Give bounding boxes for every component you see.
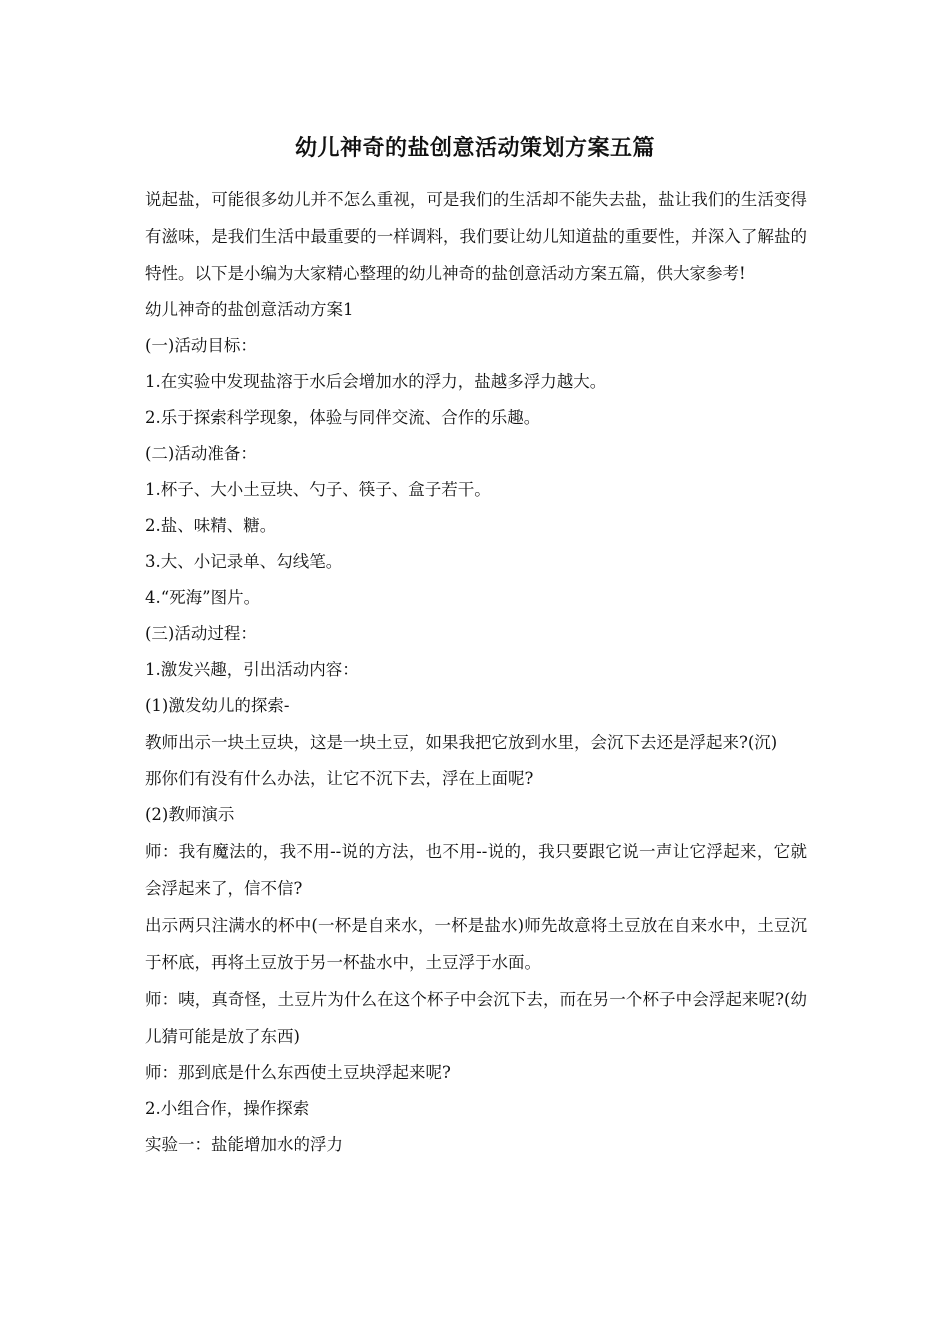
document-title: 幼儿神奇的盐创意活动策划方案五篇 [294, 135, 655, 161]
preparation-item-3: 3.大、小记录单、勾线笔。 [145, 552, 343, 571]
document-body [145, 181, 807, 1163]
process-substep-2: (2)教师演示 [145, 805, 235, 824]
subheading-objectives: (一)活动目标： [145, 336, 257, 355]
subheading-process: (三)活动过程： [145, 624, 257, 643]
experiment-1-heading: 实验一：盐能增加水的浮力 [145, 1135, 343, 1154]
process-paragraph-magic: 师：我有魔法的，我不用--说的方法，也不用--说的，我只要跟它说一声让它浮起来，它就会浮起来了，信不信? [145, 842, 807, 898]
process-paragraph-teacher-shows: 教师出示一块土豆块，这是一块土豆，如果我把它放到水里，会沉下去还是浮起来?(沉) [145, 733, 778, 752]
process-paragraph-question: 那你们有没有什么办法，让它不沉下去，浮在上面呢? [145, 769, 534, 788]
process-substep-1: (1)激发幼儿的探索- [145, 696, 290, 715]
process-step-1: 1.激发兴趣，引出活动内容： [145, 660, 359, 679]
process-paragraph-demo: 出示两只注满水的杯中(一杯是自来水，一杯是盐水)师先故意将土豆放在自来水中，土豆沉于杯底，再将土豆放于另一杯盐水中，土豆浮于水面。 [145, 916, 807, 972]
objective-item-2: 2.乐于探索科学现象，体验与同伴交流、合作的乐趣。 [145, 408, 541, 427]
section-heading-plan-1: 幼儿神奇的盐创意活动方案1 [145, 300, 354, 319]
process-paragraph-ask: 师：那到底是什么东西使土豆块浮起来呢? [145, 1063, 451, 1082]
process-step-2: 2.小组合作，操作探索 [145, 1099, 310, 1118]
preparation-item-1: 1.杯子、大小土豆块、勺子、筷子、盒子若干。 [145, 480, 491, 499]
preparation-item-2: 2.盐、味精、糖。 [145, 516, 277, 535]
intro-paragraph: 说起盐，可能很多幼儿并不怎么重视，可是我们的生活却不能失去盐，盐让我们的生活变得有滋味，是我们生活中最重要的一样调料，我们要让幼儿知道盐的重要性，并深入了解盐的特性。以下是小编为大家精心整理的幼儿神奇的盐创意活动方案五篇，供大家参考! [145, 190, 807, 283]
preparation-item-4: 4.“死海”图片。 [145, 588, 261, 607]
process-paragraph-wonder: 师：咦，真奇怪，土豆片为什么在这个杯子中会沉下去，而在另一个杯子中会浮起来呢?(幼儿猜可能是放了东西) [145, 990, 807, 1046]
subheading-preparation: (二)活动准备： [145, 444, 257, 463]
objective-item-1: 1.在实验中发现盐溶于水后会增加水的浮力，盐越多浮力越大。 [145, 372, 607, 391]
